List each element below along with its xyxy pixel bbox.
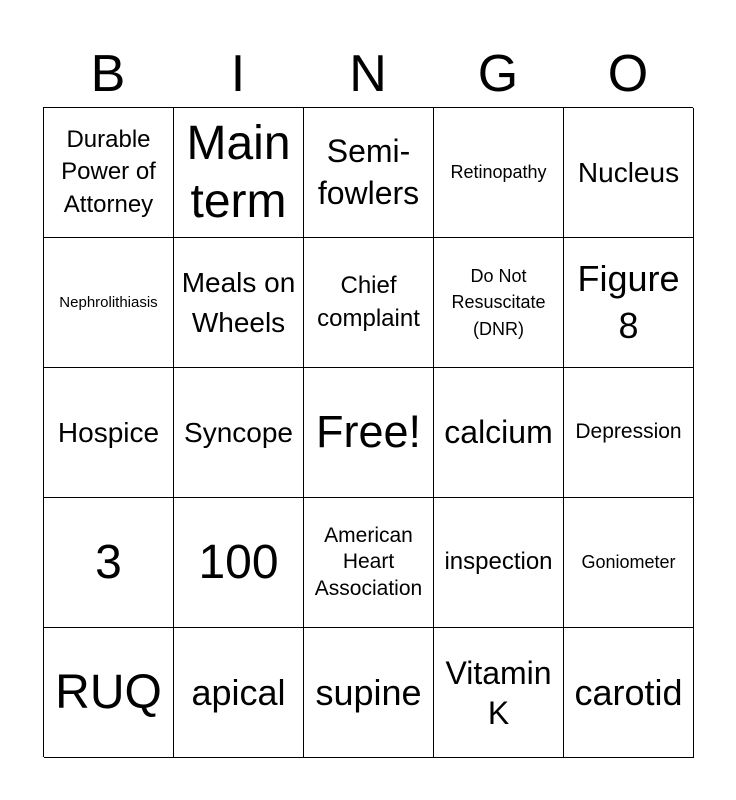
cell-text: inspection: [444, 548, 553, 576]
header-letter-n: N: [349, 45, 387, 103]
cell-text: Main term: [186, 116, 291, 228]
bingo-cell: [304, 238, 434, 368]
bingo-cell: [44, 108, 174, 238]
cell-text: Semi-fowlers: [317, 132, 420, 211]
cell-text: Hospice: [57, 416, 160, 448]
cell-text: supine: [315, 671, 422, 713]
cell-text: Nucleus: [577, 156, 680, 188]
bingo-cell: [304, 108, 434, 238]
bingo-cell: [564, 108, 694, 238]
bingo-cell: [174, 108, 304, 238]
cell-text: Do Not Resuscitate (DNR): [451, 266, 546, 339]
bingo-cell: [304, 628, 434, 758]
bingo-cell: [564, 498, 694, 628]
bingo-cell: [304, 368, 434, 498]
cell-text: Vitamin K: [445, 654, 552, 731]
bingo-cell: [174, 368, 304, 498]
bingo-cell: [434, 498, 564, 628]
bingo-cell: [304, 498, 434, 628]
bingo-cell: [434, 628, 564, 758]
bingo-cell: [564, 628, 694, 758]
header-letter-b: B: [90, 45, 126, 103]
bingo-header: [43, 40, 693, 108]
cell-text: Free!: [315, 406, 422, 458]
bingo-cell: [434, 368, 564, 498]
cell-text: 3: [95, 535, 122, 589]
bingo-cell: [44, 498, 174, 628]
bingo-board: [43, 107, 693, 757]
bingo-cell: [434, 238, 564, 368]
header-letter-o: O: [607, 45, 649, 103]
cell-text: Meals on Wheels: [181, 267, 296, 338]
bingo-cell: [174, 498, 304, 628]
cell-text: American Heart Association: [314, 524, 423, 600]
bingo-cell: [174, 238, 304, 368]
bingo-cell: [564, 238, 694, 368]
cell-text: Chief complaint: [317, 272, 420, 332]
cell-text: 100: [198, 535, 279, 589]
cell-text: Depression: [575, 420, 682, 444]
cell-text: Retinopathy: [450, 161, 547, 182]
bingo-cell: [44, 628, 174, 758]
cell-text: Syncope: [184, 416, 293, 448]
cell-text: Figure 8: [577, 257, 680, 346]
bingo-cell: [174, 628, 304, 758]
bingo-cell: [44, 238, 174, 368]
header-letter-g: G: [477, 45, 519, 103]
cell-text: carotid: [574, 671, 683, 713]
cell-text: Durable Power of Attorney: [61, 125, 156, 218]
cell-text: apical: [191, 671, 286, 713]
bingo-cell: [434, 108, 564, 238]
cell-text: Nephrolithiasis: [59, 293, 158, 311]
bingo-cell: [564, 368, 694, 498]
cell-text: Goniometer: [581, 551, 676, 572]
cell-text: calcium: [444, 413, 553, 450]
header-letter-i: I: [230, 45, 246, 103]
bingo-cell: [44, 368, 174, 498]
cell-text: RUQ: [55, 665, 162, 719]
